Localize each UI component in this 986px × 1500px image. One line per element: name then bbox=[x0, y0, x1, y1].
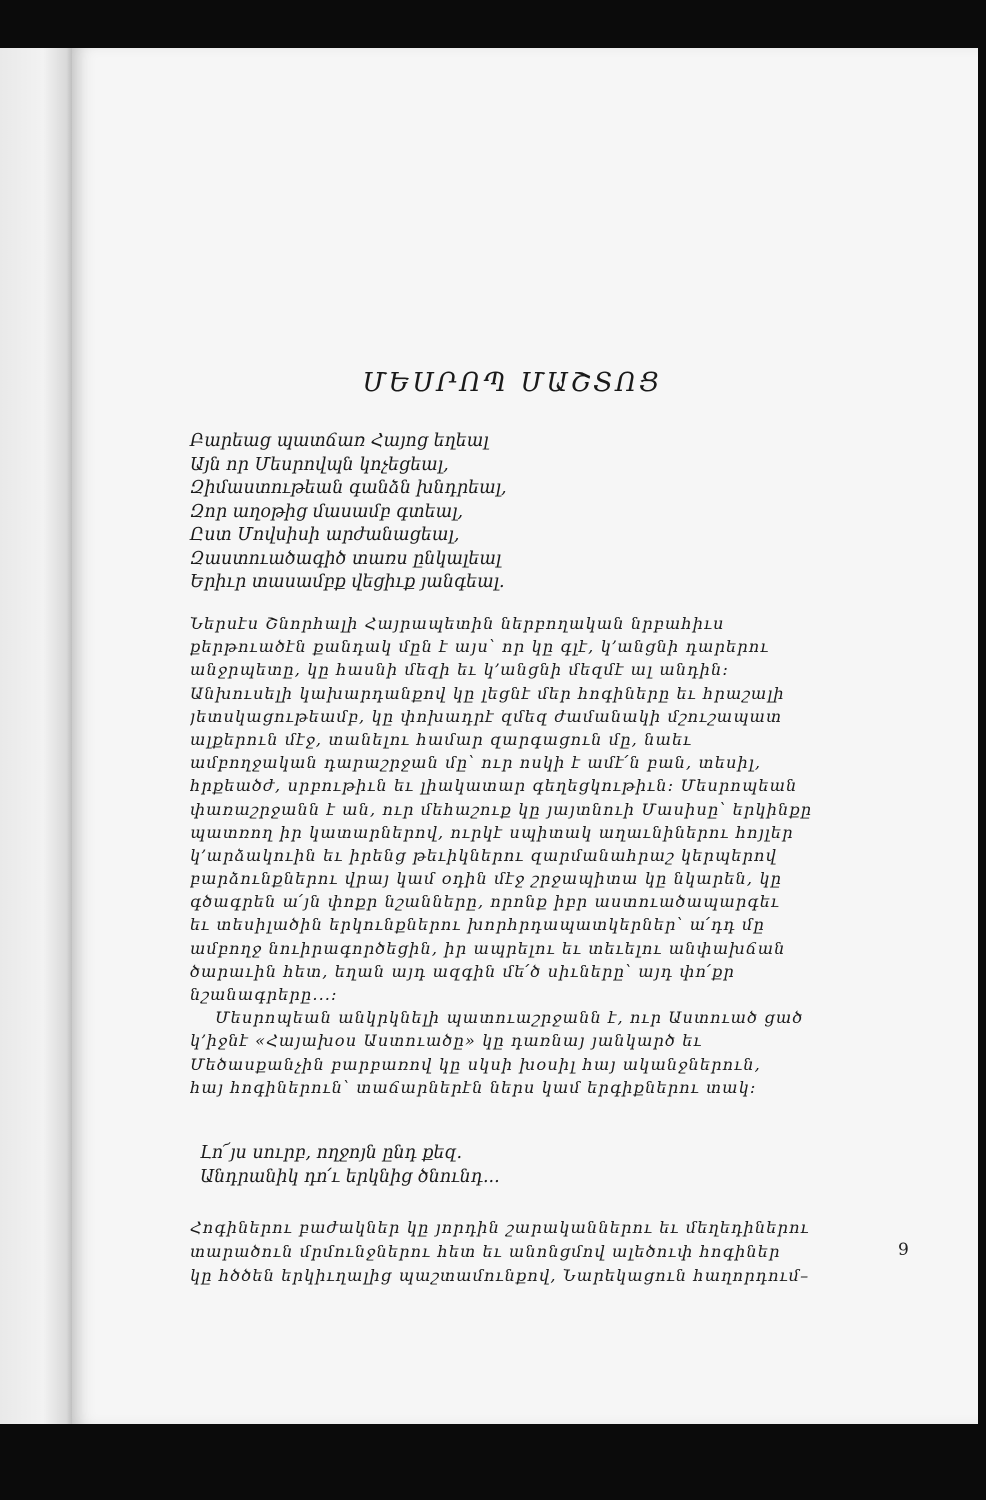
adjacent-page-edge bbox=[0, 48, 72, 1424]
poem-line: Բարեաց պատճառ Հայոց եղեալ bbox=[190, 431, 489, 451]
text-line: փառաշրջանն է ան, ուր մեհաշուք կը յայտնուի Մասիսը՝ երկինքը bbox=[190, 799, 813, 819]
poem-line: Զիմաստութեան գանձն խնդրեալ, bbox=[190, 478, 507, 498]
quote-line: Անդրանիկ դո՛ւ երկնից ծնունդ... bbox=[200, 1166, 500, 1187]
text-line: Ներսէս Շնորհալի Հայրապետին ներբողական նրբահիւս bbox=[190, 614, 725, 633]
text-line: հրքեածժ, սրբութիւն եւ լիակատար գեղեցկութիւն։ Մեսրոպեան bbox=[190, 776, 798, 796]
text-line: գծագրեն ա՛յն փոքր նշանները, որոնք իբր աստուածապարգեւ bbox=[190, 892, 780, 912]
page-content bbox=[182, 48, 909, 1424]
poem-line: Երիւր տասամբք վեցիւք յանգեալ. bbox=[190, 572, 505, 592]
poem-line: Այն որ Մեսրովպն կոչեցեալ, bbox=[190, 454, 449, 475]
text-line: ծարաւին հետ, եղան այդ ազգին մե՛ծ սիւները՝ այդ փո՛քր bbox=[190, 961, 735, 981]
text-line: հայ հոգիներուն՝ տաճարներէն ներս կամ երգիքներու տակ։ bbox=[190, 1077, 757, 1097]
text-line: եւ տեսիլածին երկունքներու խորհրդապատկերներ՝ ա՛դդ մը bbox=[190, 915, 765, 935]
text-line: կ՚իջնէ «Հայախօս Աստուածը» կը դառնայ յանկարծ եւ bbox=[190, 1031, 703, 1051]
text-line: պատռող իր կատարներով, ուրկէ սպիտակ աղաւնիներու հոյլեր bbox=[190, 822, 794, 842]
hymn-quote bbox=[200, 1142, 500, 1189]
text-line: Մեսրոպեան անկրկնելի պատուաշրջանն է, ուր Աստուած ցած bbox=[190, 1008, 804, 1028]
poem-line: Ըստ Մովսիսի արժանացեալ, bbox=[190, 525, 460, 545]
text-line: անջրպետը, կը հասնի մեզի եւ կ՚անցնի մեզմէ ալ անդին։ bbox=[190, 660, 729, 680]
text-line: նշանագրերը...։ bbox=[190, 985, 338, 1004]
poem-line: Զաստուածագիծ տառս ընկալեալ bbox=[190, 548, 502, 569]
body-text bbox=[190, 612, 818, 1099]
text-line: ալքերուն մէջ, տանելու համար զարգացուն մը, նաեւ bbox=[190, 729, 693, 749]
opening-poem bbox=[190, 430, 507, 595]
body-text-continued bbox=[190, 1216, 818, 1288]
text-line: ամբողջական դարաշրջան մը՝ ուր ոսկի է ամէ՛ն բան, տեսիլ, bbox=[190, 753, 762, 773]
text-line: կ՚արձակուին եւ իրենց թեւիկներու զարմանահրաշ կերպերով bbox=[190, 845, 777, 865]
text-line: Հոգիներու բաժակներ կը յորդին շարականներու եւ մեղեդիներու bbox=[190, 1218, 810, 1237]
text-line: յետսկացութեամբ, կը փոխադրէ զմեզ ժամանակի մշուշապատ bbox=[190, 706, 783, 726]
page-number: 9 bbox=[898, 1240, 909, 1260]
book-page bbox=[72, 48, 978, 1424]
text-line: քերթուածէն քանդակ մըն է այս՝ որ կը գլէ, կ՚անցնի դարերու bbox=[190, 637, 770, 657]
quote-line: Լո՜յս սուրբ, ողջոյն ընդ քեզ. bbox=[200, 1143, 463, 1163]
text-line: կը հծծեն երկիւղալից պաշտամունքով, Նարեկացուն հաղորդում– bbox=[190, 1266, 810, 1285]
poem-line: Զոր աղօթից մասամբ գտեալ, bbox=[190, 501, 464, 522]
text-line: բարձունքներու վրայ կամ օդին մէջ շրջապիտա կը նկարեն, կը bbox=[190, 869, 783, 889]
chapter-title: ՄԵՍՐՈՊ ՄԱՇՏՈՑ bbox=[362, 368, 662, 398]
text-line: Մեծասքանչին բարբառով կը սկսի խօսիլ հայ ականջներուն, bbox=[190, 1054, 761, 1074]
text-line: Անխուսելի կախարդանքով կը լեցնէ մեր հոգիները եւ հրաշալի bbox=[190, 683, 785, 703]
text-line: տարածուն մրմունջներու հետ եւ անոնցմով ալեծուփ հոգիներ bbox=[190, 1242, 781, 1261]
text-line: ամբողջ նուիրագործեցին, իր ապրելու եւ տեւելու անփախճան bbox=[190, 938, 786, 958]
